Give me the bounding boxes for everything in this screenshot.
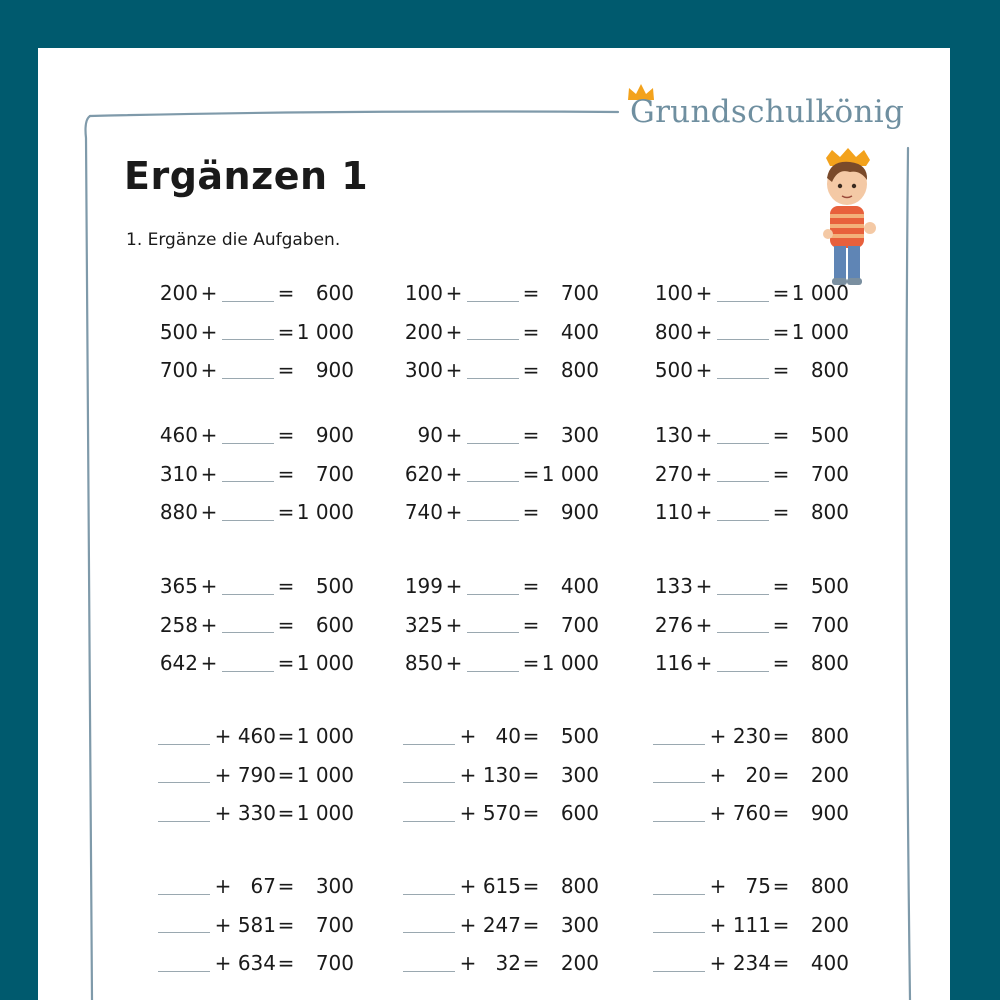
equation-row xyxy=(401,571,599,601)
result: 1 000 xyxy=(296,762,354,787)
answer-blank[interactable] xyxy=(467,285,519,302)
equation-row xyxy=(651,798,849,828)
plus-sign: + xyxy=(709,912,727,937)
answer-blank[interactable] xyxy=(467,427,519,444)
result: 800 xyxy=(560,874,599,898)
equation-row xyxy=(401,721,599,751)
equals-sign: = xyxy=(772,461,790,486)
equation-row xyxy=(651,871,849,901)
result: 200 xyxy=(810,762,849,787)
result: 200 xyxy=(560,951,599,975)
answer-blank[interactable] xyxy=(222,323,274,340)
plus-sign: + xyxy=(445,574,463,598)
result: 400 xyxy=(560,574,599,598)
equals-sign: = xyxy=(772,358,790,382)
equals-sign: = xyxy=(277,874,295,898)
plus-sign: + xyxy=(214,801,232,825)
addend: 800 xyxy=(654,319,693,344)
equation-row xyxy=(156,278,354,308)
answer-blank[interactable] xyxy=(222,362,274,379)
answer-blank[interactable] xyxy=(403,766,455,783)
equals-sign: = xyxy=(522,500,540,524)
plus-sign: + xyxy=(709,724,727,748)
plus-sign: + xyxy=(459,912,477,937)
result: 1 000 xyxy=(791,281,849,305)
answer-blank[interactable] xyxy=(467,362,519,379)
equals-sign: = xyxy=(277,724,295,748)
plus-sign: + xyxy=(695,281,713,305)
equation-row xyxy=(156,459,354,489)
result: 200 xyxy=(810,912,849,937)
answer-blank[interactable] xyxy=(653,728,705,745)
plus-sign: + xyxy=(200,281,218,305)
equals-sign: = xyxy=(277,912,295,937)
addend: 500 xyxy=(159,319,198,344)
result: 800 xyxy=(810,651,849,675)
equation-row xyxy=(156,571,354,601)
addend: 365 xyxy=(159,574,198,598)
equation-row xyxy=(401,355,599,385)
result: 300 xyxy=(560,912,599,937)
answer-blank[interactable] xyxy=(467,578,519,595)
addend: 325 xyxy=(404,612,443,637)
result: 500 xyxy=(315,574,354,598)
addend: 133 xyxy=(654,574,693,598)
equation-row xyxy=(156,355,354,385)
equals-sign: = xyxy=(277,461,295,486)
addend: 850 xyxy=(404,651,443,675)
equation-row xyxy=(156,910,354,940)
answer-blank[interactable] xyxy=(653,955,705,972)
plus-sign: + xyxy=(695,651,713,675)
addend: 740 xyxy=(404,500,443,524)
plus-sign: + xyxy=(200,358,218,382)
plus-sign: + xyxy=(200,651,218,675)
equals-sign: = xyxy=(772,423,790,447)
equation-row xyxy=(156,721,354,751)
result: 400 xyxy=(560,319,599,344)
addend: 460 xyxy=(237,724,276,748)
result: 800 xyxy=(810,724,849,748)
equation-row xyxy=(651,317,849,347)
equals-sign: = xyxy=(522,874,540,898)
answer-blank[interactable] xyxy=(403,916,455,933)
answer-blank[interactable] xyxy=(467,465,519,482)
equals-sign: = xyxy=(277,423,295,447)
addend: 40 xyxy=(495,724,521,748)
addend: 790 xyxy=(237,762,276,787)
equation-row xyxy=(651,610,849,640)
equals-sign: = xyxy=(522,612,540,637)
addend: 276 xyxy=(654,612,693,637)
boy-illustration xyxy=(810,148,890,288)
result: 700 xyxy=(560,612,599,637)
answer-blank[interactable] xyxy=(653,766,705,783)
plus-sign: + xyxy=(200,500,218,524)
equation-row xyxy=(156,948,354,978)
equation-row xyxy=(651,760,849,790)
plus-sign: + xyxy=(459,951,477,975)
result: 900 xyxy=(810,801,849,825)
equals-sign: = xyxy=(522,951,540,975)
equals-sign: = xyxy=(772,801,790,825)
addend: 570 xyxy=(482,801,521,825)
answer-blank[interactable] xyxy=(467,504,519,521)
equals-sign: = xyxy=(772,281,790,305)
result: 500 xyxy=(810,574,849,598)
plus-sign: + xyxy=(214,951,232,975)
result: 900 xyxy=(315,423,354,447)
plus-sign: + xyxy=(200,423,218,447)
addend: 247 xyxy=(482,912,521,937)
plus-sign: + xyxy=(709,951,727,975)
result: 500 xyxy=(560,724,599,748)
equals-sign: = xyxy=(772,574,790,598)
addend: 310 xyxy=(159,461,198,486)
plus-sign: + xyxy=(200,461,218,486)
plus-sign: + xyxy=(695,358,713,382)
addend: 700 xyxy=(159,358,198,382)
addend: 67 xyxy=(250,874,276,898)
answer-blank[interactable] xyxy=(403,805,455,822)
equation-row xyxy=(156,317,354,347)
answer-blank[interactable] xyxy=(717,323,769,340)
result: 700 xyxy=(315,461,354,486)
answer-blank[interactable] xyxy=(653,805,705,822)
addend: 130 xyxy=(654,423,693,447)
equals-sign: = xyxy=(522,762,540,787)
result: 1 000 xyxy=(296,319,354,344)
equals-sign: = xyxy=(277,612,295,637)
equals-sign: = xyxy=(522,801,540,825)
answer-blank[interactable] xyxy=(717,362,769,379)
equals-sign: = xyxy=(772,951,790,975)
answer-blank[interactable] xyxy=(467,616,519,633)
answer-blank[interactable] xyxy=(467,323,519,340)
plus-sign: + xyxy=(200,612,218,637)
addend: 20 xyxy=(745,762,771,787)
plus-sign: + xyxy=(709,762,727,787)
addend: 200 xyxy=(159,281,198,305)
answer-blank[interactable] xyxy=(717,285,769,302)
instruction-text: 1. Ergänze die Aufgaben. xyxy=(126,230,341,250)
result: 700 xyxy=(810,612,849,637)
addend: 130 xyxy=(482,762,521,787)
result: 700 xyxy=(315,951,354,975)
answer-blank[interactable] xyxy=(222,465,274,482)
equals-sign: = xyxy=(522,912,540,937)
result: 600 xyxy=(315,612,354,637)
answer-blank[interactable] xyxy=(158,728,210,745)
equation-row xyxy=(156,497,354,527)
addend: 634 xyxy=(237,951,276,975)
equals-sign: = xyxy=(522,724,540,748)
addend: 581 xyxy=(237,912,276,937)
addend: 110 xyxy=(654,500,693,524)
equation-row xyxy=(401,278,599,308)
plus-sign: + xyxy=(459,724,477,748)
plus-sign: + xyxy=(445,423,463,447)
plus-sign: + xyxy=(445,281,463,305)
equals-sign: = xyxy=(522,358,540,382)
equation-row xyxy=(651,355,849,385)
result: 900 xyxy=(560,500,599,524)
addend: 111 xyxy=(732,912,771,937)
equals-sign: = xyxy=(522,423,540,447)
answer-blank[interactable] xyxy=(717,427,769,444)
equals-sign: = xyxy=(772,500,790,524)
addend: 100 xyxy=(404,281,443,305)
brand-logo-text: Grundschulkönig xyxy=(630,94,905,130)
result: 600 xyxy=(560,801,599,825)
result: 700 xyxy=(560,281,599,305)
equals-sign: = xyxy=(277,762,295,787)
addend: 75 xyxy=(745,874,771,898)
equals-sign: = xyxy=(772,762,790,787)
plus-sign: + xyxy=(200,319,218,344)
result: 800 xyxy=(810,500,849,524)
equation-row xyxy=(401,871,599,901)
plus-sign: + xyxy=(695,500,713,524)
answer-blank[interactable] xyxy=(717,465,769,482)
equals-sign: = xyxy=(772,319,790,344)
equation-row xyxy=(401,459,599,489)
addend: 116 xyxy=(654,651,693,675)
result: 700 xyxy=(315,912,354,937)
answer-blank[interactable] xyxy=(158,955,210,972)
plus-sign: + xyxy=(214,912,232,937)
equals-sign: = xyxy=(277,358,295,382)
plus-sign: + xyxy=(214,762,232,787)
plus-sign: + xyxy=(459,801,477,825)
plus-sign: + xyxy=(445,612,463,637)
result: 600 xyxy=(315,281,354,305)
result: 300 xyxy=(315,874,354,898)
result: 800 xyxy=(560,358,599,382)
answer-blank[interactable] xyxy=(403,878,455,895)
equals-sign: = xyxy=(772,912,790,937)
addend: 270 xyxy=(654,461,693,486)
equation-row xyxy=(156,420,354,450)
answer-blank[interactable] xyxy=(403,728,455,745)
result: 300 xyxy=(560,762,599,787)
equation-row xyxy=(156,798,354,828)
equation-row xyxy=(401,798,599,828)
result: 1 000 xyxy=(296,651,354,675)
answer-blank[interactable] xyxy=(222,655,274,672)
equation-row xyxy=(651,459,849,489)
equals-sign: = xyxy=(277,500,295,524)
answer-blank[interactable] xyxy=(222,578,274,595)
worksheet xyxy=(38,48,950,1000)
plus-sign: + xyxy=(709,801,727,825)
equation-row xyxy=(651,948,849,978)
addend: 460 xyxy=(159,423,198,447)
addend: 880 xyxy=(159,500,198,524)
answer-blank[interactable] xyxy=(222,427,274,444)
equation-row xyxy=(156,610,354,640)
equation-row xyxy=(401,317,599,347)
plus-sign: + xyxy=(459,762,477,787)
equation-row xyxy=(401,648,599,678)
equation-row xyxy=(156,871,354,901)
answer-blank[interactable] xyxy=(222,285,274,302)
equation-row xyxy=(651,497,849,527)
addend: 300 xyxy=(404,358,443,382)
equation-row xyxy=(651,571,849,601)
plus-sign: + xyxy=(695,574,713,598)
equation-row xyxy=(651,420,849,450)
equals-sign: = xyxy=(522,461,540,486)
plus-sign: + xyxy=(445,461,463,486)
result: 800 xyxy=(810,874,849,898)
equals-sign: = xyxy=(277,801,295,825)
plus-sign: + xyxy=(695,319,713,344)
equation-row xyxy=(156,760,354,790)
plus-sign: + xyxy=(695,461,713,486)
plus-sign: + xyxy=(695,423,713,447)
equation-row xyxy=(156,648,354,678)
equals-sign: = xyxy=(277,951,295,975)
equals-sign: = xyxy=(772,724,790,748)
equals-sign: = xyxy=(522,281,540,305)
addend: 200 xyxy=(404,319,443,344)
result: 400 xyxy=(810,951,849,975)
plus-sign: + xyxy=(709,874,727,898)
equals-sign: = xyxy=(277,651,295,675)
equation-row xyxy=(651,721,849,751)
addend: 500 xyxy=(654,358,693,382)
plus-sign: + xyxy=(445,358,463,382)
equation-row xyxy=(401,497,599,527)
addend: 620 xyxy=(404,461,443,486)
addend: 230 xyxy=(732,724,771,748)
addend: 642 xyxy=(159,651,198,675)
result: 1 000 xyxy=(296,724,354,748)
plus-sign: + xyxy=(445,500,463,524)
equals-sign: = xyxy=(277,281,295,305)
result: 1 000 xyxy=(541,461,599,486)
addend: 234 xyxy=(732,951,771,975)
addend: 615 xyxy=(482,874,521,898)
addend: 32 xyxy=(495,951,521,975)
answer-blank[interactable] xyxy=(717,578,769,595)
result: 1 000 xyxy=(541,651,599,675)
equation-row xyxy=(651,278,849,308)
answer-blank[interactable] xyxy=(222,504,274,521)
addend: 199 xyxy=(404,574,443,598)
plus-sign: + xyxy=(445,319,463,344)
equation-row xyxy=(401,948,599,978)
equation-row xyxy=(401,760,599,790)
equals-sign: = xyxy=(772,651,790,675)
equation-row xyxy=(401,420,599,450)
plus-sign: + xyxy=(214,874,232,898)
result: 900 xyxy=(315,358,354,382)
result: 1 000 xyxy=(296,801,354,825)
plus-sign: + xyxy=(200,574,218,598)
answer-blank[interactable] xyxy=(403,955,455,972)
answer-blank[interactable] xyxy=(653,878,705,895)
result: 1 000 xyxy=(296,500,354,524)
result: 300 xyxy=(560,423,599,447)
addend: 100 xyxy=(654,281,693,305)
equation-row xyxy=(401,610,599,640)
plus-sign: + xyxy=(695,612,713,637)
answer-blank[interactable] xyxy=(158,916,210,933)
answer-blank[interactable] xyxy=(717,504,769,521)
equals-sign: = xyxy=(772,612,790,637)
result: 500 xyxy=(810,423,849,447)
answer-blank[interactable] xyxy=(467,655,519,672)
plus-sign: + xyxy=(445,651,463,675)
addend: 760 xyxy=(732,801,771,825)
addend: 330 xyxy=(237,801,276,825)
plus-sign: + xyxy=(214,724,232,748)
answer-blank[interactable] xyxy=(158,805,210,822)
plus-sign: + xyxy=(459,874,477,898)
equation-row xyxy=(651,648,849,678)
answer-blank[interactable] xyxy=(158,878,210,895)
result: 1 000 xyxy=(791,319,849,344)
equation-row xyxy=(651,910,849,940)
answer-blank[interactable] xyxy=(158,766,210,783)
answer-blank[interactable] xyxy=(717,616,769,633)
answer-blank[interactable] xyxy=(717,655,769,672)
answer-blank[interactable] xyxy=(222,616,274,633)
equals-sign: = xyxy=(522,574,540,598)
page-title: Ergänzen 1 xyxy=(124,154,369,198)
equals-sign: = xyxy=(277,574,295,598)
equals-sign: = xyxy=(277,319,295,344)
equation-row xyxy=(401,910,599,940)
equals-sign: = xyxy=(772,874,790,898)
equals-sign: = xyxy=(522,651,540,675)
answer-blank[interactable] xyxy=(653,916,705,933)
equals-sign: = xyxy=(522,319,540,344)
result: 700 xyxy=(810,461,849,486)
addend: 258 xyxy=(159,612,198,637)
result: 800 xyxy=(810,358,849,382)
addend: 90 xyxy=(417,423,443,447)
